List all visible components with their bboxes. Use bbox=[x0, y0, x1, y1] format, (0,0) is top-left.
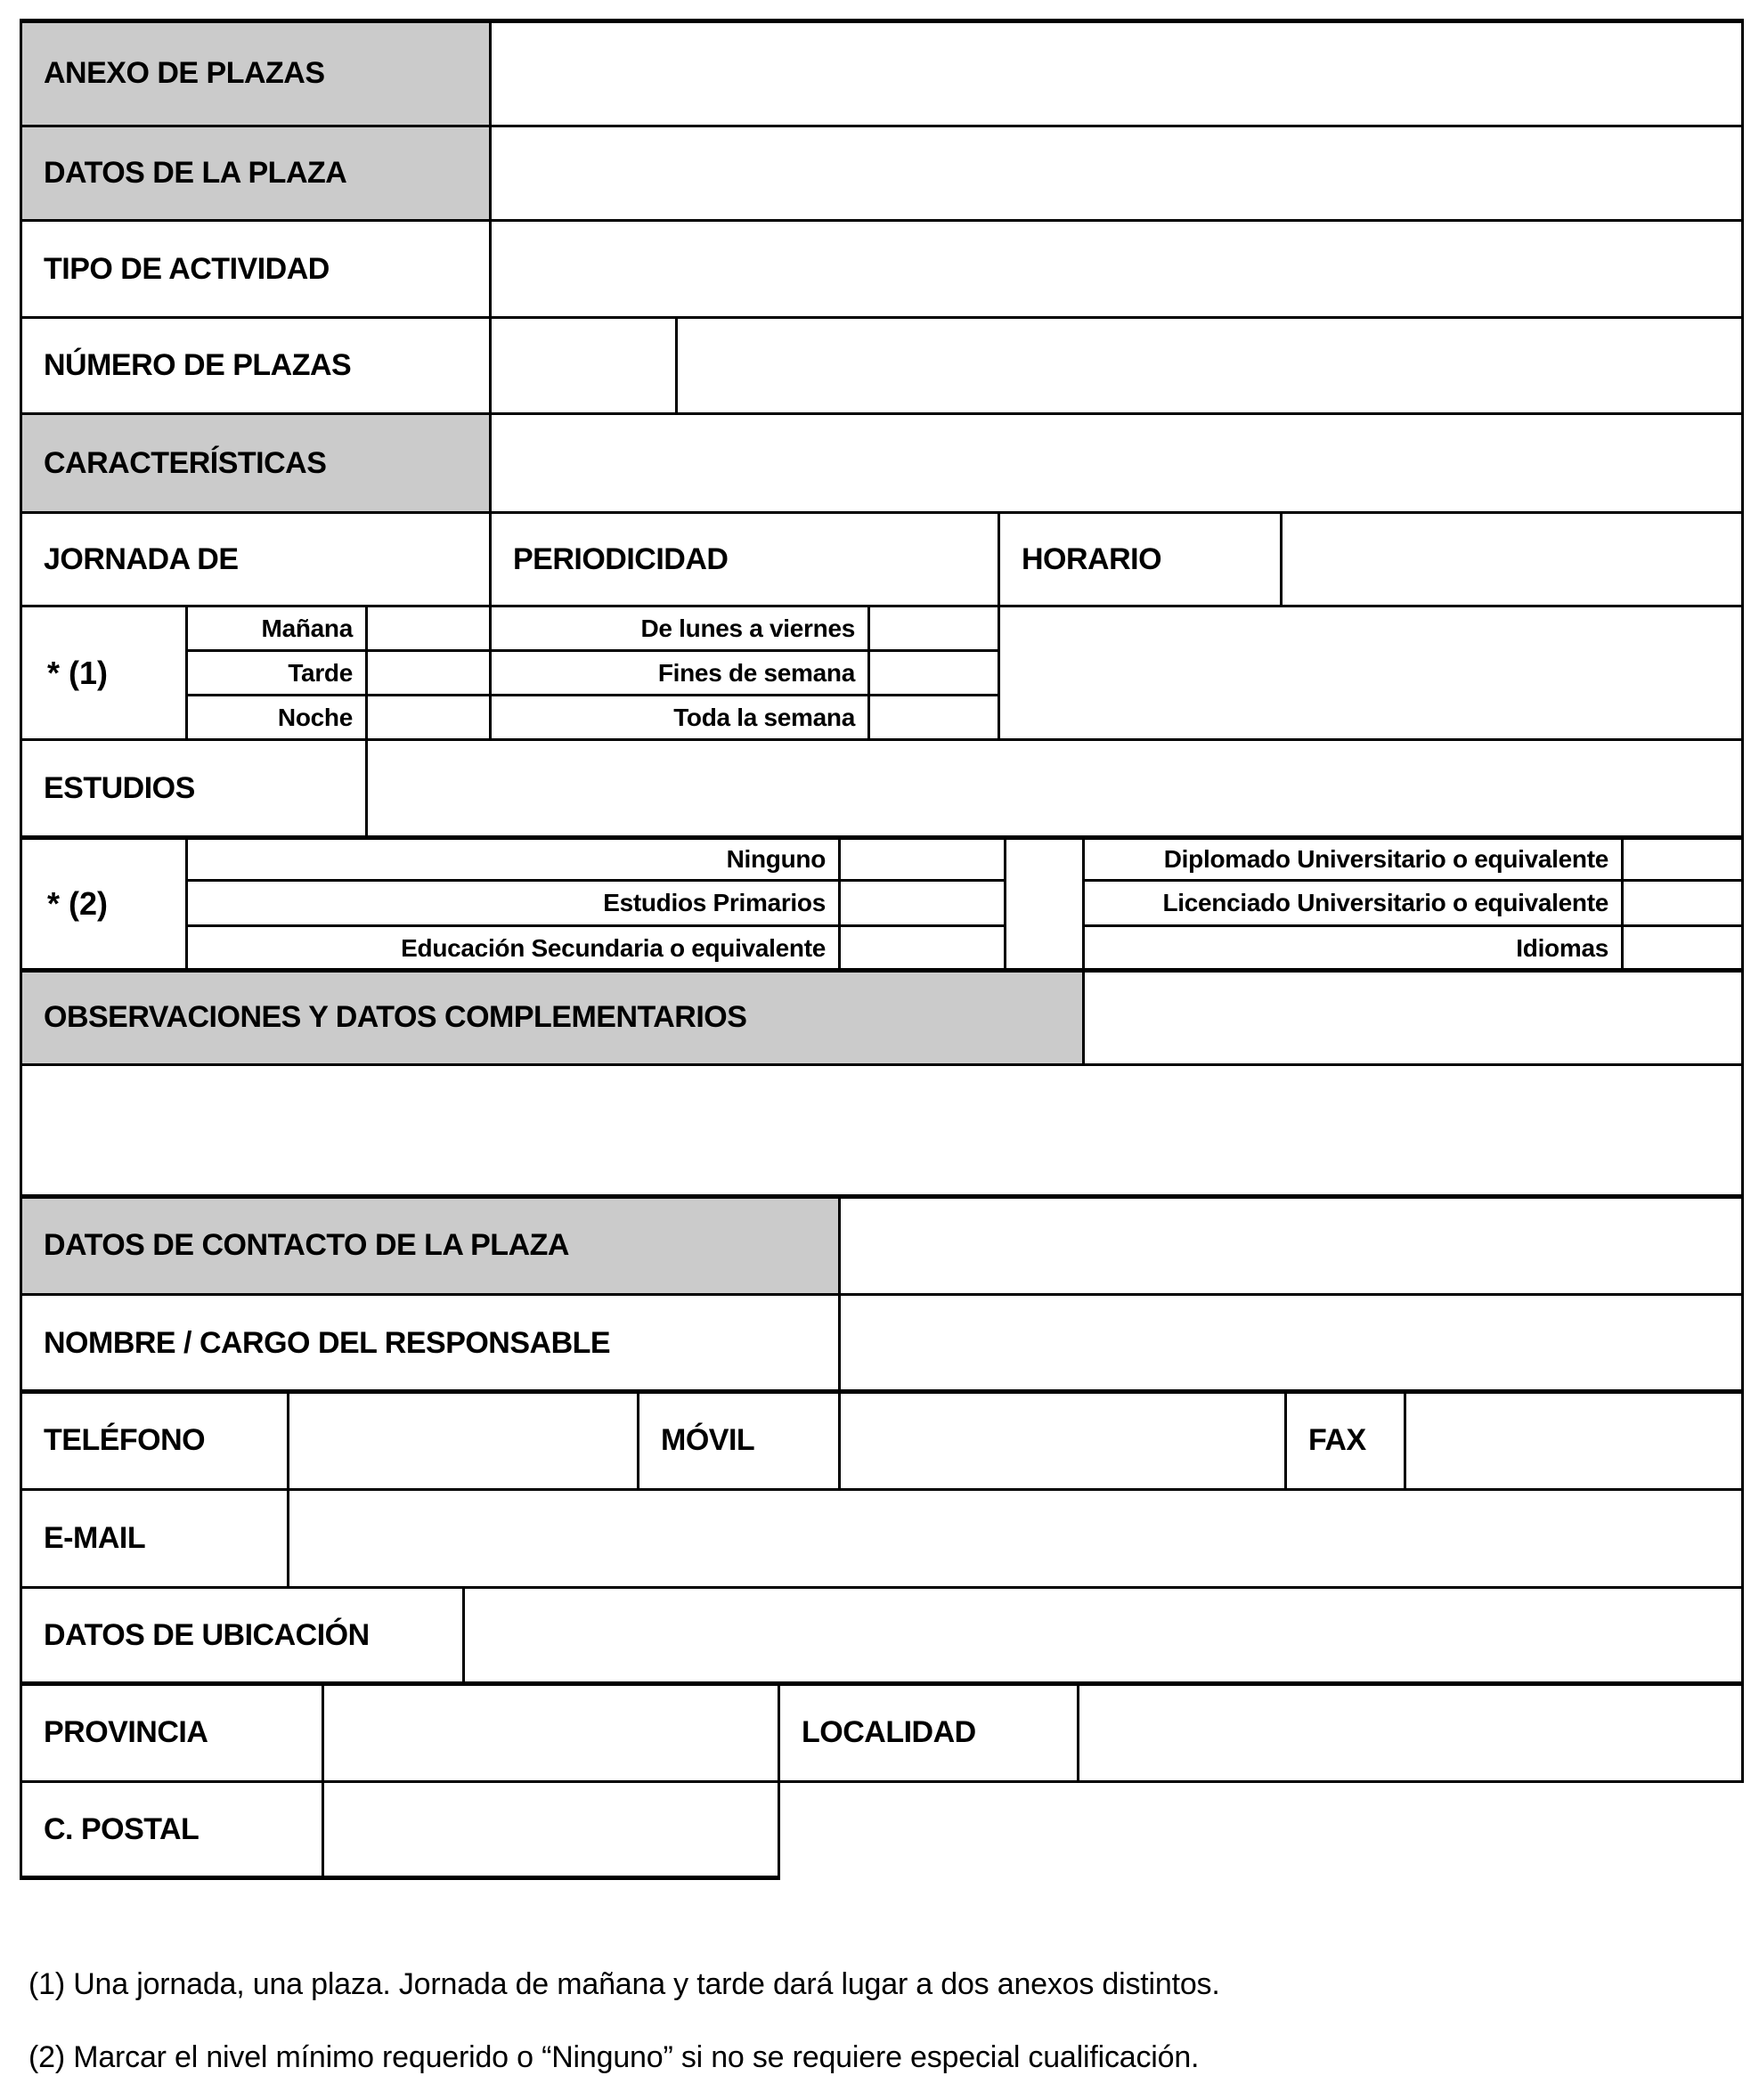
anexo-field[interactable] bbox=[489, 20, 1744, 127]
footnote-ref-1-cell: * (1) bbox=[20, 605, 188, 741]
cpostal-label: C. POSTAL bbox=[20, 1780, 324, 1879]
educacion-secundaria-checkbox[interactable] bbox=[838, 924, 1006, 972]
section-divider-line bbox=[20, 1194, 1744, 1199]
cpostal-field[interactable] bbox=[322, 1780, 780, 1879]
section-divider-line bbox=[20, 1681, 1744, 1686]
fines-semana-checkbox[interactable] bbox=[867, 649, 1000, 696]
lunes-viernes-label: De lunes a viernes bbox=[489, 605, 870, 652]
email-label: E-MAIL bbox=[20, 1488, 289, 1589]
footnote-2: (2) Marcar el nivel mínimo requerido o “Ninguno” si no se requiere especial cualificación. bbox=[29, 2039, 1200, 2074]
tarde-label: Tarde bbox=[185, 649, 368, 696]
lunes-viernes-checkbox[interactable] bbox=[867, 605, 1000, 652]
estudios-label: ESTUDIOS bbox=[20, 738, 368, 839]
localidad-label: LOCALIDAD bbox=[778, 1682, 1079, 1783]
estudios-primarios-checkbox[interactable] bbox=[838, 879, 1006, 927]
ninguno-label: Ninguno bbox=[185, 836, 841, 882]
licenciado-label: Licenciado Universitario o equivalente bbox=[1082, 879, 1624, 927]
licenciado-checkbox[interactable] bbox=[1621, 879, 1744, 927]
toda-semana-label: Toda la semana bbox=[489, 694, 870, 741]
jornada-extra-field[interactable] bbox=[998, 605, 1744, 741]
movil-label: MÓVIL bbox=[637, 1390, 841, 1491]
provincia-label: PROVINCIA bbox=[20, 1682, 324, 1783]
estudios-primarios-label: Estudios Primarios bbox=[185, 879, 841, 927]
noche-label: Noche bbox=[185, 694, 368, 741]
periodicidad-label: PERIODICIDAD bbox=[489, 511, 1000, 607]
numero-plazas-field-1[interactable] bbox=[489, 316, 678, 415]
toda-semana-checkbox[interactable] bbox=[867, 694, 1000, 741]
observaciones-text-area[interactable] bbox=[20, 1063, 1744, 1198]
horario-field[interactable] bbox=[1280, 511, 1744, 607]
ubicacion-label: DATOS DE UBICACIÓN bbox=[20, 1586, 465, 1685]
fax-field[interactable] bbox=[1404, 1390, 1744, 1491]
ninguno-checkbox[interactable] bbox=[838, 836, 1006, 882]
caracteristicas-field[interactable] bbox=[489, 412, 1744, 514]
movil-field[interactable] bbox=[838, 1390, 1287, 1491]
nombre-cargo-label: NOMBRE / CARGO DEL RESPONSABLE bbox=[20, 1293, 841, 1393]
section-divider-line bbox=[20, 1876, 780, 1880]
footnote-1: (1) Una jornada, una plaza. Jornada de mañana y tarde dará lugar a dos anexos distintos. bbox=[29, 1966, 1220, 2001]
email-field[interactable] bbox=[287, 1488, 1744, 1589]
fines-semana-label: Fines de semana bbox=[489, 649, 870, 696]
datos-plaza-field[interactable] bbox=[489, 125, 1744, 222]
section-divider-line bbox=[20, 1389, 1744, 1394]
observaciones-right-field[interactable] bbox=[1082, 969, 1744, 1066]
tarde-checkbox[interactable] bbox=[365, 649, 492, 696]
manana-label: Mañana bbox=[185, 605, 368, 652]
provincia-field[interactable] bbox=[322, 1682, 780, 1783]
idiomas-label: Idiomas bbox=[1082, 924, 1624, 972]
noche-checkbox[interactable] bbox=[365, 694, 492, 741]
anexo-header: ANEXO DE PLAZAS bbox=[20, 20, 492, 127]
localidad-field[interactable] bbox=[1077, 1682, 1744, 1783]
nombre-cargo-field[interactable] bbox=[838, 1293, 1744, 1393]
numero-plazas-label: NÚMERO DE PLAZAS bbox=[20, 316, 492, 415]
section-divider-line bbox=[20, 19, 1744, 23]
contacto-header: DATOS DE CONTACTO DE LA PLAZA bbox=[20, 1195, 841, 1296]
diplomado-checkbox[interactable] bbox=[1621, 836, 1744, 882]
jornada-de-label: JORNADA DE bbox=[20, 511, 492, 607]
estudios-gap-cell bbox=[1004, 836, 1085, 972]
tipo-actividad-label: TIPO DE ACTIVIDAD bbox=[20, 219, 492, 319]
manana-checkbox[interactable] bbox=[365, 605, 492, 652]
telefono-label: TELÉFONO bbox=[20, 1390, 289, 1491]
idiomas-checkbox[interactable] bbox=[1621, 924, 1744, 972]
section-divider-line bbox=[20, 968, 1744, 973]
fax-label: FAX bbox=[1284, 1390, 1406, 1491]
telefono-field[interactable] bbox=[287, 1390, 639, 1491]
contacto-field[interactable] bbox=[838, 1195, 1744, 1296]
diplomado-label: Diplomado Universitario o equivalente bbox=[1082, 836, 1624, 882]
datos-plaza-header: DATOS DE LA PLAZA bbox=[20, 125, 492, 222]
ubicacion-field[interactable] bbox=[462, 1586, 1744, 1685]
observaciones-header: OBSERVACIONES Y DATOS COMPLEMENTARIOS bbox=[20, 969, 1085, 1066]
horario-label: HORARIO bbox=[998, 511, 1283, 607]
educacion-secundaria-label: Educación Secundaria o equivalente bbox=[185, 924, 841, 972]
numero-plazas-field-2[interactable] bbox=[675, 316, 1744, 415]
tipo-actividad-field[interactable] bbox=[489, 219, 1744, 319]
caracteristicas-header: CARACTERÍSTICAS bbox=[20, 412, 492, 514]
estudios-field[interactable] bbox=[365, 738, 1744, 839]
section-divider-line bbox=[20, 835, 1744, 840]
footnote-ref-2-cell: * (2) bbox=[20, 836, 188, 972]
